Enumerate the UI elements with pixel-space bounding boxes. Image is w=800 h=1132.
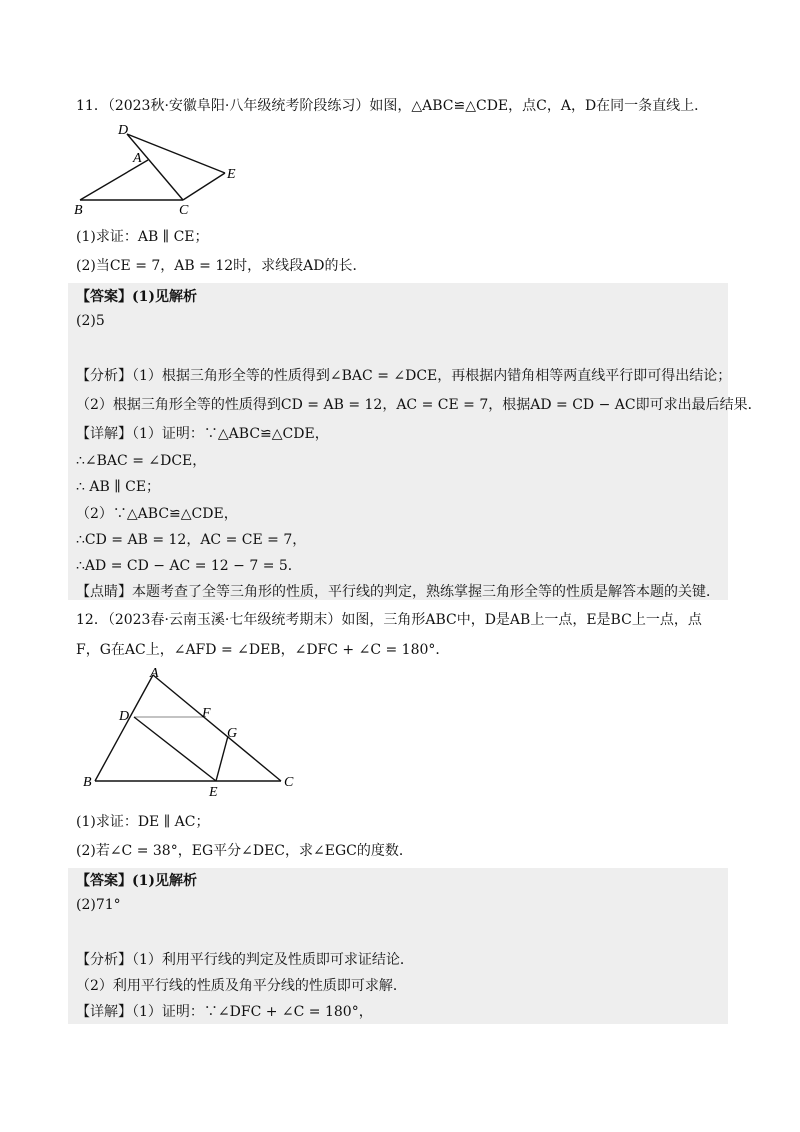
segment-AC bbox=[153, 675, 281, 781]
q12-answer-line1: 【答案】(1)见解析 bbox=[76, 873, 197, 889]
label-A: A bbox=[133, 151, 142, 166]
q12-part2: (2)若∠C = 38°，EG平分∠DEC，求∠EGC的度数． bbox=[76, 843, 413, 859]
label-B: B bbox=[83, 775, 92, 790]
q11-answer-line1: 【答案】(1)见解析 bbox=[76, 289, 197, 305]
q12-analysis-line2: （2）利用平行线的性质及角平分线的性质即可求解． bbox=[76, 978, 407, 994]
segment-EG bbox=[216, 736, 228, 781]
label-G: G bbox=[227, 726, 238, 741]
segment-CE bbox=[183, 173, 225, 200]
segment-AB bbox=[95, 675, 153, 781]
q11-detail-line6: ∴AD = CD − AC = 12 − 7 = 5． bbox=[76, 558, 302, 574]
q11-part2: (2)当CE = 7，AB = 12时，求线段AD的长． bbox=[76, 258, 367, 274]
q11-answer-line2: (2)5 bbox=[76, 313, 105, 329]
q11-detail-line1: 【详解】（1）证明：∵△ABC≌△CDE， bbox=[76, 426, 329, 442]
q12-figure bbox=[75, 665, 305, 800]
q11-title: 11．（2023秋·安徽阜阳·八年级统考阶段练习）如图，△ABC≌△CDE，点C，A，D在同一条直线上． bbox=[76, 98, 709, 114]
q12-title-line1: 12．（2023春·云南玉溪·七年级统考期末）如图，三角形ABC中，D是AB上一点，E是BC上一点，点 bbox=[76, 612, 702, 628]
label-F: F bbox=[202, 706, 211, 721]
q12-title-line2: F，G在AC上，∠AFD = ∠DEB，∠DFC + ∠C = 180°． bbox=[76, 642, 450, 658]
label-E: E bbox=[209, 785, 218, 800]
q11-figure bbox=[70, 120, 250, 220]
q11-analysis-line1: 【分析】（1）根据三角形全等的性质得到∠BAC = ∠DCE，再根据内错角相等两直线平行即可得出结论； bbox=[76, 368, 732, 384]
q12-detail-line1: 【详解】（1）证明：∵∠DFC + ∠C = 180°， bbox=[76, 1004, 373, 1020]
segment-DE bbox=[134, 717, 216, 781]
q11-detail-line4: （2）∵△ABC≌△CDE， bbox=[76, 506, 238, 522]
label-E: E bbox=[227, 167, 236, 182]
q11-part1: (1)求证：AB ∥ CE； bbox=[76, 229, 209, 245]
label-A: A bbox=[150, 666, 159, 681]
label-C: C bbox=[179, 203, 189, 218]
answer-block-q12 bbox=[68, 868, 728, 1024]
label-C: C bbox=[284, 775, 294, 790]
segment-BA bbox=[80, 160, 148, 200]
q12-analysis-line1: 【分析】（1）利用平行线的判定及性质即可求证结论． bbox=[76, 952, 414, 968]
q11-analysis-line2: （2）根据三角形全等的性质得到CD = AB = 12，AC = CE = 7，根据AD = CD − AC即可求出最后结果． bbox=[76, 397, 762, 413]
q12-part1: (1)求证：DE ∥ AC； bbox=[76, 814, 210, 830]
segment-DE bbox=[127, 134, 225, 173]
q11-comment: 【点睛】本题考查了全等三角形的性质，平行线的判定，熟练掌握三角形全等的性质是解答本题的关键． bbox=[76, 584, 720, 600]
label-D: D bbox=[118, 123, 129, 138]
q11-detail-line2: ∴∠BAC = ∠DCE， bbox=[76, 453, 207, 469]
label-B: B bbox=[74, 203, 83, 218]
q11-detail-line5: ∴CD = AB = 12，AC = CE = 7， bbox=[76, 532, 307, 548]
q12-answer-line2: (2)71° bbox=[76, 897, 121, 913]
label-D: D bbox=[119, 709, 130, 724]
q11-detail-line3: ∴ AB ∥ CE； bbox=[76, 479, 161, 495]
